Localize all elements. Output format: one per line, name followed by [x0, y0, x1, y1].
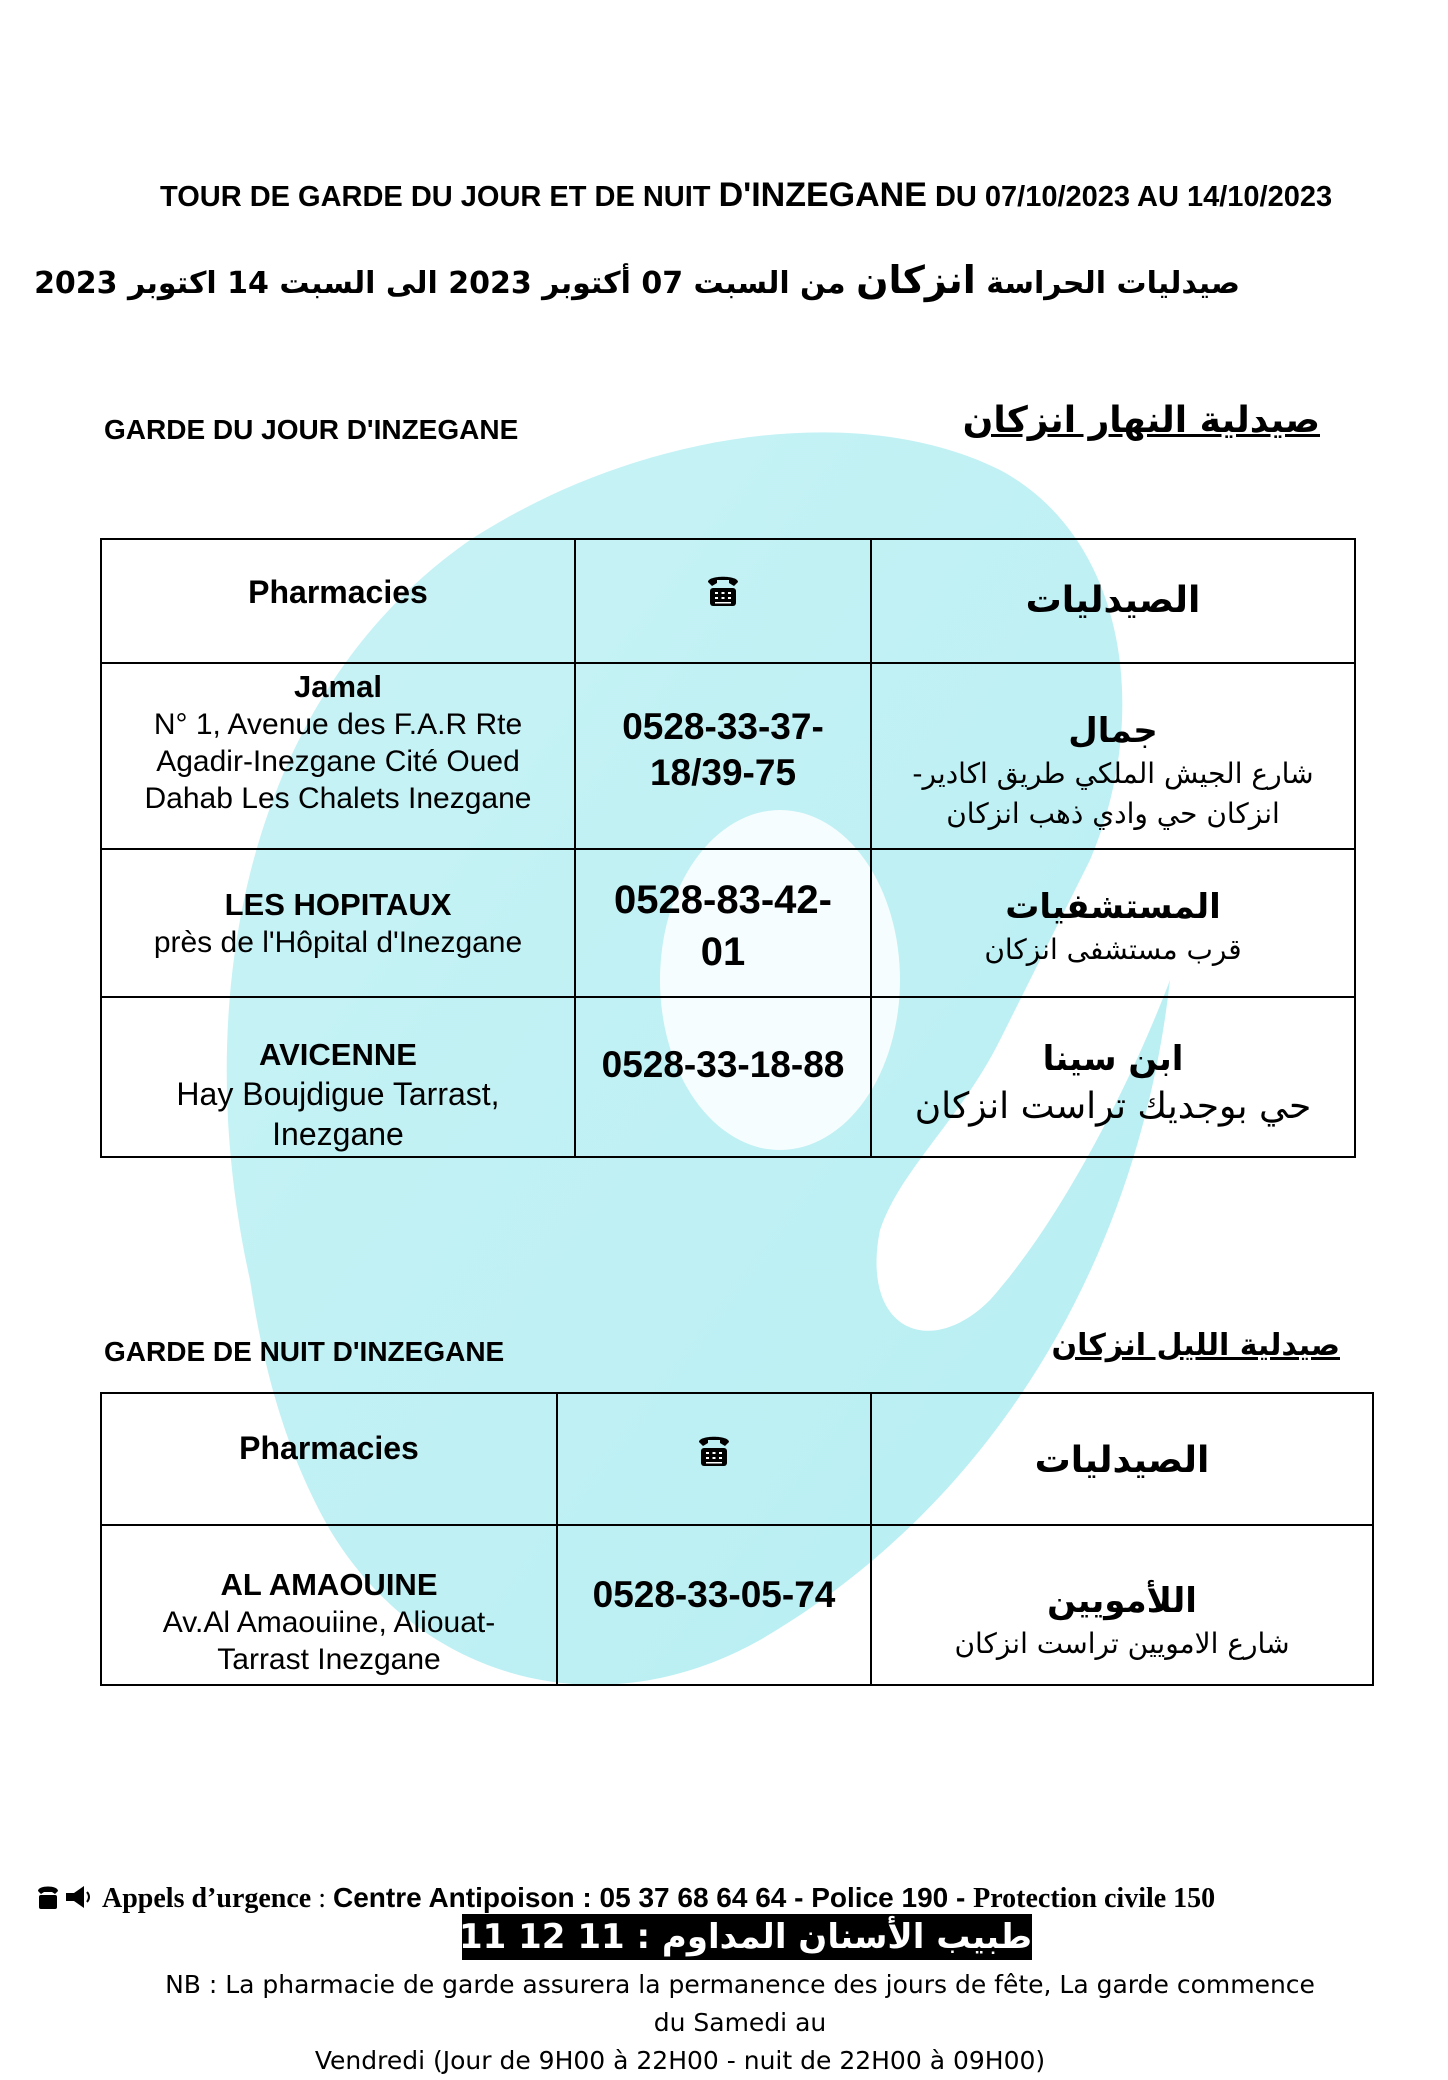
phone-cell: [575, 849, 871, 997]
pharmacy-phone: 0528-83-42-: [614, 878, 832, 922]
pharmacy-phone: 01: [700, 930, 746, 974]
dentist-on-duty: طبيب الأسنان المداوم : 11 12 11 08 06: [462, 1914, 1032, 1960]
protection-civile: Protection civile 150: [973, 1883, 1216, 1914]
pharmacy-name: AVICENNE: [259, 1037, 417, 1072]
col-arabic-header: [871, 1393, 1373, 1525]
footer-note-line: NB : La pharmacie de garde assurera la permanence des jours de fête, La garde commence du Samedi au: [165, 1970, 1315, 2037]
pharmacy-phone: 0528-33-37-: [622, 706, 824, 747]
pharmacy-cell-arabic: [871, 1525, 1373, 1685]
table-row: [101, 1525, 1373, 1685]
pharmacy-address: Agadir-Inezgane Cité Oued: [156, 745, 520, 778]
footer-note: [150, 1966, 1330, 2080]
title-ar-text: صيدليات الحراسة: [975, 266, 1240, 301]
pharmacy-address-arabic: شارع الجيش الملكي طريق اكادير-: [912, 757, 1314, 790]
header-label: Pharmacies: [248, 574, 428, 610]
day-pharmacy-table: [100, 538, 1356, 1158]
emergency-line: [36, 1882, 1436, 1918]
header-label: Pharmacies: [239, 1430, 419, 1466]
title-ar-city: انزكان: [856, 258, 976, 302]
pharmacy-name-arabic: ابن سينا: [1042, 1039, 1184, 1079]
table-row: [101, 997, 1355, 1157]
phone-cell: [557, 1525, 871, 1685]
emergency-colon: :: [311, 1883, 334, 1914]
title-dates: DU 07/10/2023 AU 14/10/2023: [926, 181, 1333, 213]
title-text: TOUR DE GARDE DU JOUR ET DE NUIT: [160, 181, 719, 213]
phone-megaphone-icon: [36, 1883, 94, 1918]
col-phone-header: [575, 539, 871, 663]
telephone-icon: [706, 572, 740, 613]
phone-cell: [575, 663, 871, 849]
header-label-arabic: الصيدليات: [1025, 580, 1201, 621]
pharmacy-cell-arabic: [871, 849, 1355, 997]
pharmacy-address: Dahab Les Chalets Inezgane: [144, 782, 532, 815]
pharmacy-name-arabic: المستشفيات: [1005, 887, 1221, 927]
header-label-arabic: الصيدليات: [1034, 1440, 1210, 1481]
day-heading: GARDE DU JOUR D'INZEGANE: [104, 414, 519, 445]
col-pharmacies-header: [101, 539, 575, 663]
pharmacy-phone: 0528-33-05-74: [592, 1574, 836, 1615]
emergency-numbers: Centre Antipoison : 05 37 68 64 64 - Police 190 -: [333, 1882, 974, 1913]
night-heading-arabic: صيدلية الليل انزكان: [1051, 1328, 1340, 1363]
pharmacy-cell: [101, 663, 575, 849]
pharmacy-cell: [101, 849, 575, 997]
pharmacy-address: Hay Boujdigue Tarrast,: [176, 1076, 500, 1112]
pharmacy-address: Tarrast Inezgane: [217, 1643, 441, 1676]
pharmacy-address-arabic: حي بوجديك تراست انزكان: [914, 1086, 1312, 1127]
title-city: D'INZEGANE: [718, 176, 927, 214]
pharmacy-address-arabic: شارع الامويين تراست انزكان: [954, 1627, 1290, 1660]
pharmacy-name-arabic: جمال: [1068, 711, 1158, 751]
col-arabic-header: [871, 539, 1355, 663]
pharmacy-name-arabic: اللأمويين: [1047, 1581, 1197, 1621]
title-ar-dates: من السبت 07 أكتوبر 2023 الى السبت 14 اكتوبر 2023: [34, 266, 857, 301]
footer-note-line: Vendredi (Jour de 9H00 à 22H00 - nuit de 22H00 à 09H00): [314, 2046, 1046, 2075]
pharmacy-cell: [101, 1525, 557, 1685]
table-header-row: [101, 539, 1355, 663]
pharmacy-cell-arabic: [871, 663, 1355, 849]
pharmacy-address: près de l'Hôpital d'Inezgane: [153, 926, 523, 959]
table-row: [101, 663, 1355, 849]
pharmacy-name: LES HOPITAUX: [224, 887, 452, 922]
pharmacy-name: Jamal: [294, 669, 382, 704]
emergency-label: Appels d’urgence: [102, 1883, 312, 1914]
pharmacy-phone: 0528-33-18-88: [601, 1044, 845, 1085]
pharmacy-address-arabic: انزكان حي وادي ذهب انزكان: [946, 797, 1280, 830]
telephone-icon: [697, 1432, 731, 1473]
col-pharmacies-header: [101, 1393, 557, 1525]
pharmacy-address: N° 1, Avenue des F.A.R Rte: [153, 708, 523, 741]
phone-cell: [575, 997, 871, 1157]
page-title-arabic: [34, 258, 1240, 302]
pharmacy-phone: 18/39-75: [649, 752, 797, 793]
pharmacy-name: AL AMAOUINE: [220, 1567, 438, 1602]
pharmacy-address: Inezgane: [272, 1116, 404, 1152]
day-heading-arabic: صيدلية النهار انزكان: [962, 400, 1320, 441]
pharmacy-address-arabic: قرب مستشفى انزكان: [984, 933, 1242, 966]
col-phone-header: [557, 1393, 871, 1525]
night-heading: GARDE DE NUIT D'INZEGANE: [104, 1336, 505, 1367]
pharmacy-address: Av.Al Amaouiine, Aliouat-: [162, 1606, 496, 1639]
table-header-row: [101, 1393, 1373, 1525]
page-title: [160, 176, 1420, 215]
pharmacy-cell: [101, 997, 575, 1157]
table-row: [101, 849, 1355, 997]
pharmacy-cell-arabic: [871, 997, 1355, 1157]
night-pharmacy-table: [100, 1392, 1374, 1686]
